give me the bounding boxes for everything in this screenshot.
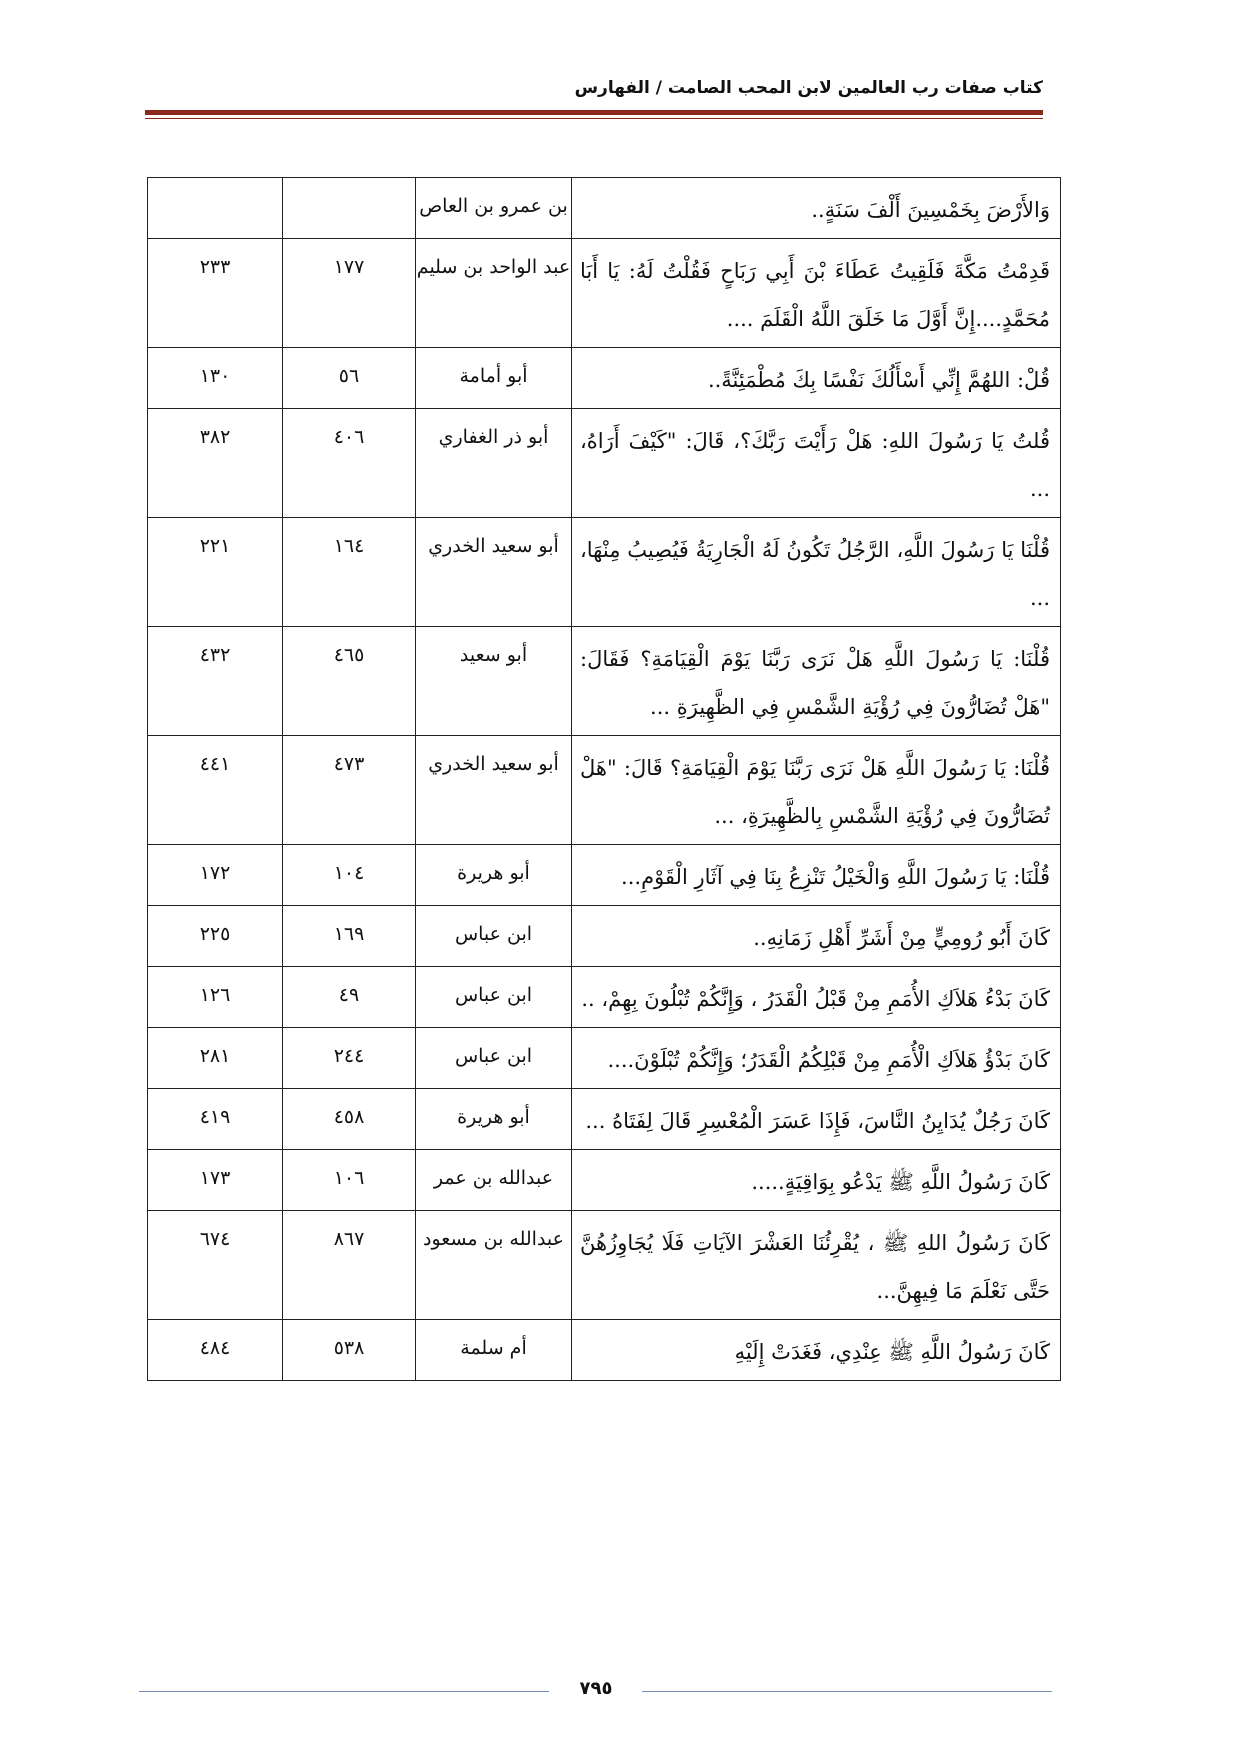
- table-row: [148, 736, 1061, 845]
- hadith-number: ٤٥٨: [333, 1106, 365, 1128]
- page-reference: ٤١٩: [199, 1106, 231, 1128]
- narrator-cell: [416, 1150, 572, 1211]
- table-row: [148, 1028, 1061, 1089]
- page-number: ٧٩٥: [579, 1678, 613, 1699]
- hadith-number-cell: [283, 1028, 416, 1089]
- page-reference: ٢٢١: [199, 535, 231, 557]
- footer-rule-right: [642, 1691, 1052, 1692]
- hadith-text: قَدِمْتُ مَكَّةَ فَلَقِيتُ عَطَاءَ بْنَ أَبِي رَبَاحٍ فَقُلْتُ لَهُ: يَا أَبَا مُحَمَّدٍ....إِنَّ أَوَّلَ مَا خَلَقَ اللَّهُ الْقَلَمَ ....: [580, 259, 1050, 331]
- hadith-number: ١٠٦: [333, 1167, 365, 1189]
- page-reference: [148, 178, 282, 182]
- narrator: ابن عباس: [454, 984, 533, 1006]
- hadith-text-cell: [572, 1089, 1061, 1150]
- hadith-number-cell: [283, 409, 416, 518]
- hadith-number-cell: [283, 1089, 416, 1150]
- page-reference: ١٣٠: [199, 365, 231, 387]
- page-reference: ٣٨٢: [199, 426, 231, 448]
- hadith-number: ٨٦٧: [333, 1228, 365, 1250]
- narrator-cell: [416, 906, 572, 967]
- page-reference-cell: [148, 1211, 283, 1320]
- table-row: [148, 1089, 1061, 1150]
- page-reference: ٢٢٥: [199, 923, 231, 945]
- hadith-number: ٤٧٣: [333, 753, 365, 775]
- page-reference-cell: [148, 239, 283, 348]
- hadith-number-cell: [283, 736, 416, 845]
- narrator-cell: [416, 409, 572, 518]
- page-reference-cell: [148, 1028, 283, 1089]
- hadith-number: ٥٦: [338, 365, 360, 387]
- page-reference-cell: [148, 518, 283, 627]
- page-reference: ١٧٣: [199, 1167, 231, 1189]
- hadith-text-cell: [572, 736, 1061, 845]
- hadith-text: قُلْنَا: يَا رَسُولَ اللَّهِ هَلْ نَرَى رَبَّنَا يَوْمَ الْقِيَامَةِ؟ قَالَ: "هَلْ تُضَارُّونَ فِي رُؤْيَةِ الشَّمْسِ بِالظَّهِيرَةِ، ...: [580, 756, 1050, 828]
- hadith-number-cell: [283, 239, 416, 348]
- page-reference-cell: [148, 1089, 283, 1150]
- book-title: كتاب صفات رب العالمين لابن المحب الصامت / الفهارس: [574, 78, 1043, 98]
- narrator-cell: [416, 1028, 572, 1089]
- hadith-text-cell: [572, 1320, 1061, 1381]
- page-reference: ٦٧٤: [199, 1228, 231, 1250]
- hadith-text-cell: [572, 409, 1061, 518]
- page-reference-cell: [148, 1150, 283, 1211]
- narrator-cell: [416, 1211, 572, 1320]
- hadith-text-cell: [572, 1211, 1061, 1320]
- hadith-number: ٤٦٥: [333, 644, 365, 666]
- hadith-text-cell: [572, 239, 1061, 348]
- page-reference-cell: [148, 845, 283, 906]
- narrator: أم سلمة: [460, 1337, 527, 1359]
- header-rule-thick: [145, 110, 1043, 115]
- hadith-index-table: [147, 177, 1061, 1381]
- hadith-number: ١٦٩: [333, 923, 365, 945]
- hadith-number: ١٦٤: [333, 535, 365, 557]
- hadith-text: قُلْ: اللهُمَّ إِنِّي أَسْأَلُكَ نَفْسًا بِكَ مُطْمَئِنَّةً..: [707, 368, 1050, 392]
- narrator-cell: [416, 845, 572, 906]
- footer-rule-left: [139, 1691, 549, 1692]
- narrator: بن عمرو بن العاص: [419, 195, 568, 217]
- page-reference-cell: [148, 1320, 283, 1381]
- hadith-number: ١٧٧: [333, 256, 365, 278]
- narrator: أبو ذر الغفاري: [438, 426, 549, 448]
- page-reference-cell: [148, 348, 283, 409]
- hadith-number-cell: [283, 1150, 416, 1211]
- hadith-text: كَانَ بَدْؤُ هَلاَكِ الْأُمَمِ مِنْ قَبْلِكُمُ الْقَدَرُ؛ وَإِنَّكُمْ تُبْلَوْنَ....: [607, 1048, 1050, 1072]
- table-row: [148, 906, 1061, 967]
- page-reference-cell: [148, 967, 283, 1028]
- page-reference-cell: [148, 906, 283, 967]
- hadith-text-cell: [572, 1028, 1061, 1089]
- page-reference: ٢٨١: [199, 1045, 231, 1067]
- narrator: أبو سعيد الخدري: [428, 753, 559, 775]
- hadith-text: كَانَ أَبُو رُومِيٍّ مِنْ أَشَرِّ أَهْلِ زَمَانِهِ..: [753, 926, 1050, 950]
- hadith-text: قُلْنَا: يَا رَسُولَ اللَّهِ وَالْخَيْلُ تَنْزِعُ بِنَا فِي آثَارِ الْقَوْمِ...: [621, 865, 1050, 889]
- table-row: [148, 967, 1061, 1028]
- narrator: ابن عباس: [454, 923, 533, 945]
- running-header: [145, 78, 1043, 102]
- table-row: [148, 627, 1061, 736]
- narrator: ابن عباس: [454, 1045, 533, 1067]
- page-reference: ٤٣٢: [199, 644, 231, 666]
- table-row: [148, 845, 1061, 906]
- hadith-number-cell: [283, 178, 416, 239]
- narrator: أبو هريرة: [457, 862, 530, 884]
- narrator-cell: [416, 239, 572, 348]
- hadith-number-cell: [283, 348, 416, 409]
- hadith-number-cell: [283, 967, 416, 1028]
- page-reference: ٤٨٤: [199, 1337, 231, 1359]
- narrator: أبو سعيد: [459, 644, 528, 666]
- narrator: أبو هريرة: [457, 1106, 530, 1128]
- narrator-cell: [416, 518, 572, 627]
- page-reference-cell: [148, 736, 283, 845]
- table-row: [148, 178, 1061, 239]
- header-rule-thin: [145, 118, 1043, 119]
- hadith-text: قُلتُ يَا رَسُولَ اللهِ: هَلْ رَأَيْتَ رَبَّكَ؟، قَالَ: "كَيْفَ أَرَاهُ، ...: [580, 429, 1050, 501]
- hadith-number: ٤٩: [338, 984, 360, 1006]
- narrator: أبو سعيد الخدري: [428, 535, 559, 557]
- hadith-text-cell: [572, 178, 1061, 239]
- page-reference-cell: [148, 627, 283, 736]
- table-row: [148, 1150, 1061, 1211]
- hadith-number-cell: [283, 518, 416, 627]
- hadith-text-cell: [572, 906, 1061, 967]
- hadith-text: كَانَ رَسُولُ اللَّهِ ﷺ يَدْعُو بِوَاقِيَةٍ.....: [751, 1170, 1050, 1194]
- page-reference: ١٧٢: [199, 862, 231, 884]
- table-row: [148, 239, 1061, 348]
- hadith-text: كَانَ رَسُولُ اللَّهِ ﷺ عِنْدِي، فَغَدَتْ إِلَيْهِ: [734, 1340, 1050, 1364]
- table-row: [148, 518, 1061, 627]
- table-row: [148, 348, 1061, 409]
- narrator: عبد الواحد بن سليم: [416, 256, 571, 278]
- narrator-cell: [416, 348, 572, 409]
- hadith-text: كَانَ رَسُولُ اللهِ ﷺ ، يُقْرِئُنَا العَشْرَ الآيَاتِ فَلَا يُجَاوِزُهُنَّ حَتَّى نَعْلَمَ مَا فِيهِنَّ...: [580, 1231, 1050, 1303]
- hadith-number-cell: [283, 627, 416, 736]
- hadith-text: كَانَ بَدْءُ هَلاَكِ الأُمَمِ مِنْ قَبْلُ الْقَدَرُ ، وَإِنَّكُمْ تُبْلُونَ بِهِمْ، ..: [581, 987, 1050, 1011]
- hadith-text: وَالأَرْضَ بِخَمْسِينَ أَلْفَ سَنَةٍ..: [811, 198, 1050, 222]
- hadith-number-cell: [283, 1320, 416, 1381]
- hadith-text-cell: [572, 348, 1061, 409]
- narrator: عبدالله بن مسعود: [423, 1228, 564, 1250]
- narrator: عبدالله بن عمر: [433, 1167, 554, 1189]
- hadith-text-cell: [572, 1150, 1061, 1211]
- page-reference-cell: [148, 178, 283, 239]
- table-row: [148, 1320, 1061, 1381]
- page-reference-cell: [148, 409, 283, 518]
- hadith-text-cell: [572, 967, 1061, 1028]
- table-row: [148, 1211, 1061, 1320]
- table-row: [148, 409, 1061, 518]
- narrator-cell: [416, 627, 572, 736]
- hadith-number: ١٠٤: [333, 862, 365, 884]
- hadith-number: [283, 178, 415, 182]
- narrator-cell: [416, 1320, 572, 1381]
- hadith-text: قُلْنَا: يَا رَسُولَ اللَّهِ هَلْ نَرَى رَبَّنَا يَوْمَ الْقِيَامَةِ؟ فَقَالَ: "هَلْ تُضَارُّونَ فِي رُؤْيَةِ الشَّمْسِ فِي الظَّهِيرَةِ ...: [580, 647, 1050, 719]
- narrator: أبو أمامة: [459, 365, 528, 387]
- page-reference: ٤٤١: [199, 753, 231, 775]
- hadith-text-cell: [572, 845, 1061, 906]
- page-reference: ١٢٦: [199, 984, 231, 1006]
- narrator-cell: [416, 178, 572, 239]
- hadith-text-cell: [572, 518, 1061, 627]
- hadith-number-cell: [283, 845, 416, 906]
- hadith-number: ٢٤٤: [333, 1045, 365, 1067]
- hadith-number-cell: [283, 1211, 416, 1320]
- hadith-number: ٤٠٦: [333, 426, 365, 448]
- narrator-cell: [416, 736, 572, 845]
- narrator-cell: [416, 1089, 572, 1150]
- page-reference: ٢٣٣: [199, 256, 231, 278]
- hadith-number-cell: [283, 906, 416, 967]
- hadith-text: كَانَ رَجُلٌ يُدَايِنُ النَّاسَ، فَإِذَا عَسَرَ الْمُعْسِرِ قَالَ لِفَتَاهُ ...: [585, 1109, 1050, 1133]
- hadith-text: قُلْنَا يَا رَسُولَ اللَّهِ، الرَّجُلُ تَكُونُ لَهُ الْجَارِيَةُ فَيُصِيبُ مِنْهَا، ...: [580, 538, 1050, 610]
- hadith-text-cell: [572, 627, 1061, 736]
- narrator-cell: [416, 967, 572, 1028]
- hadith-number: ٥٣٨: [333, 1337, 365, 1359]
